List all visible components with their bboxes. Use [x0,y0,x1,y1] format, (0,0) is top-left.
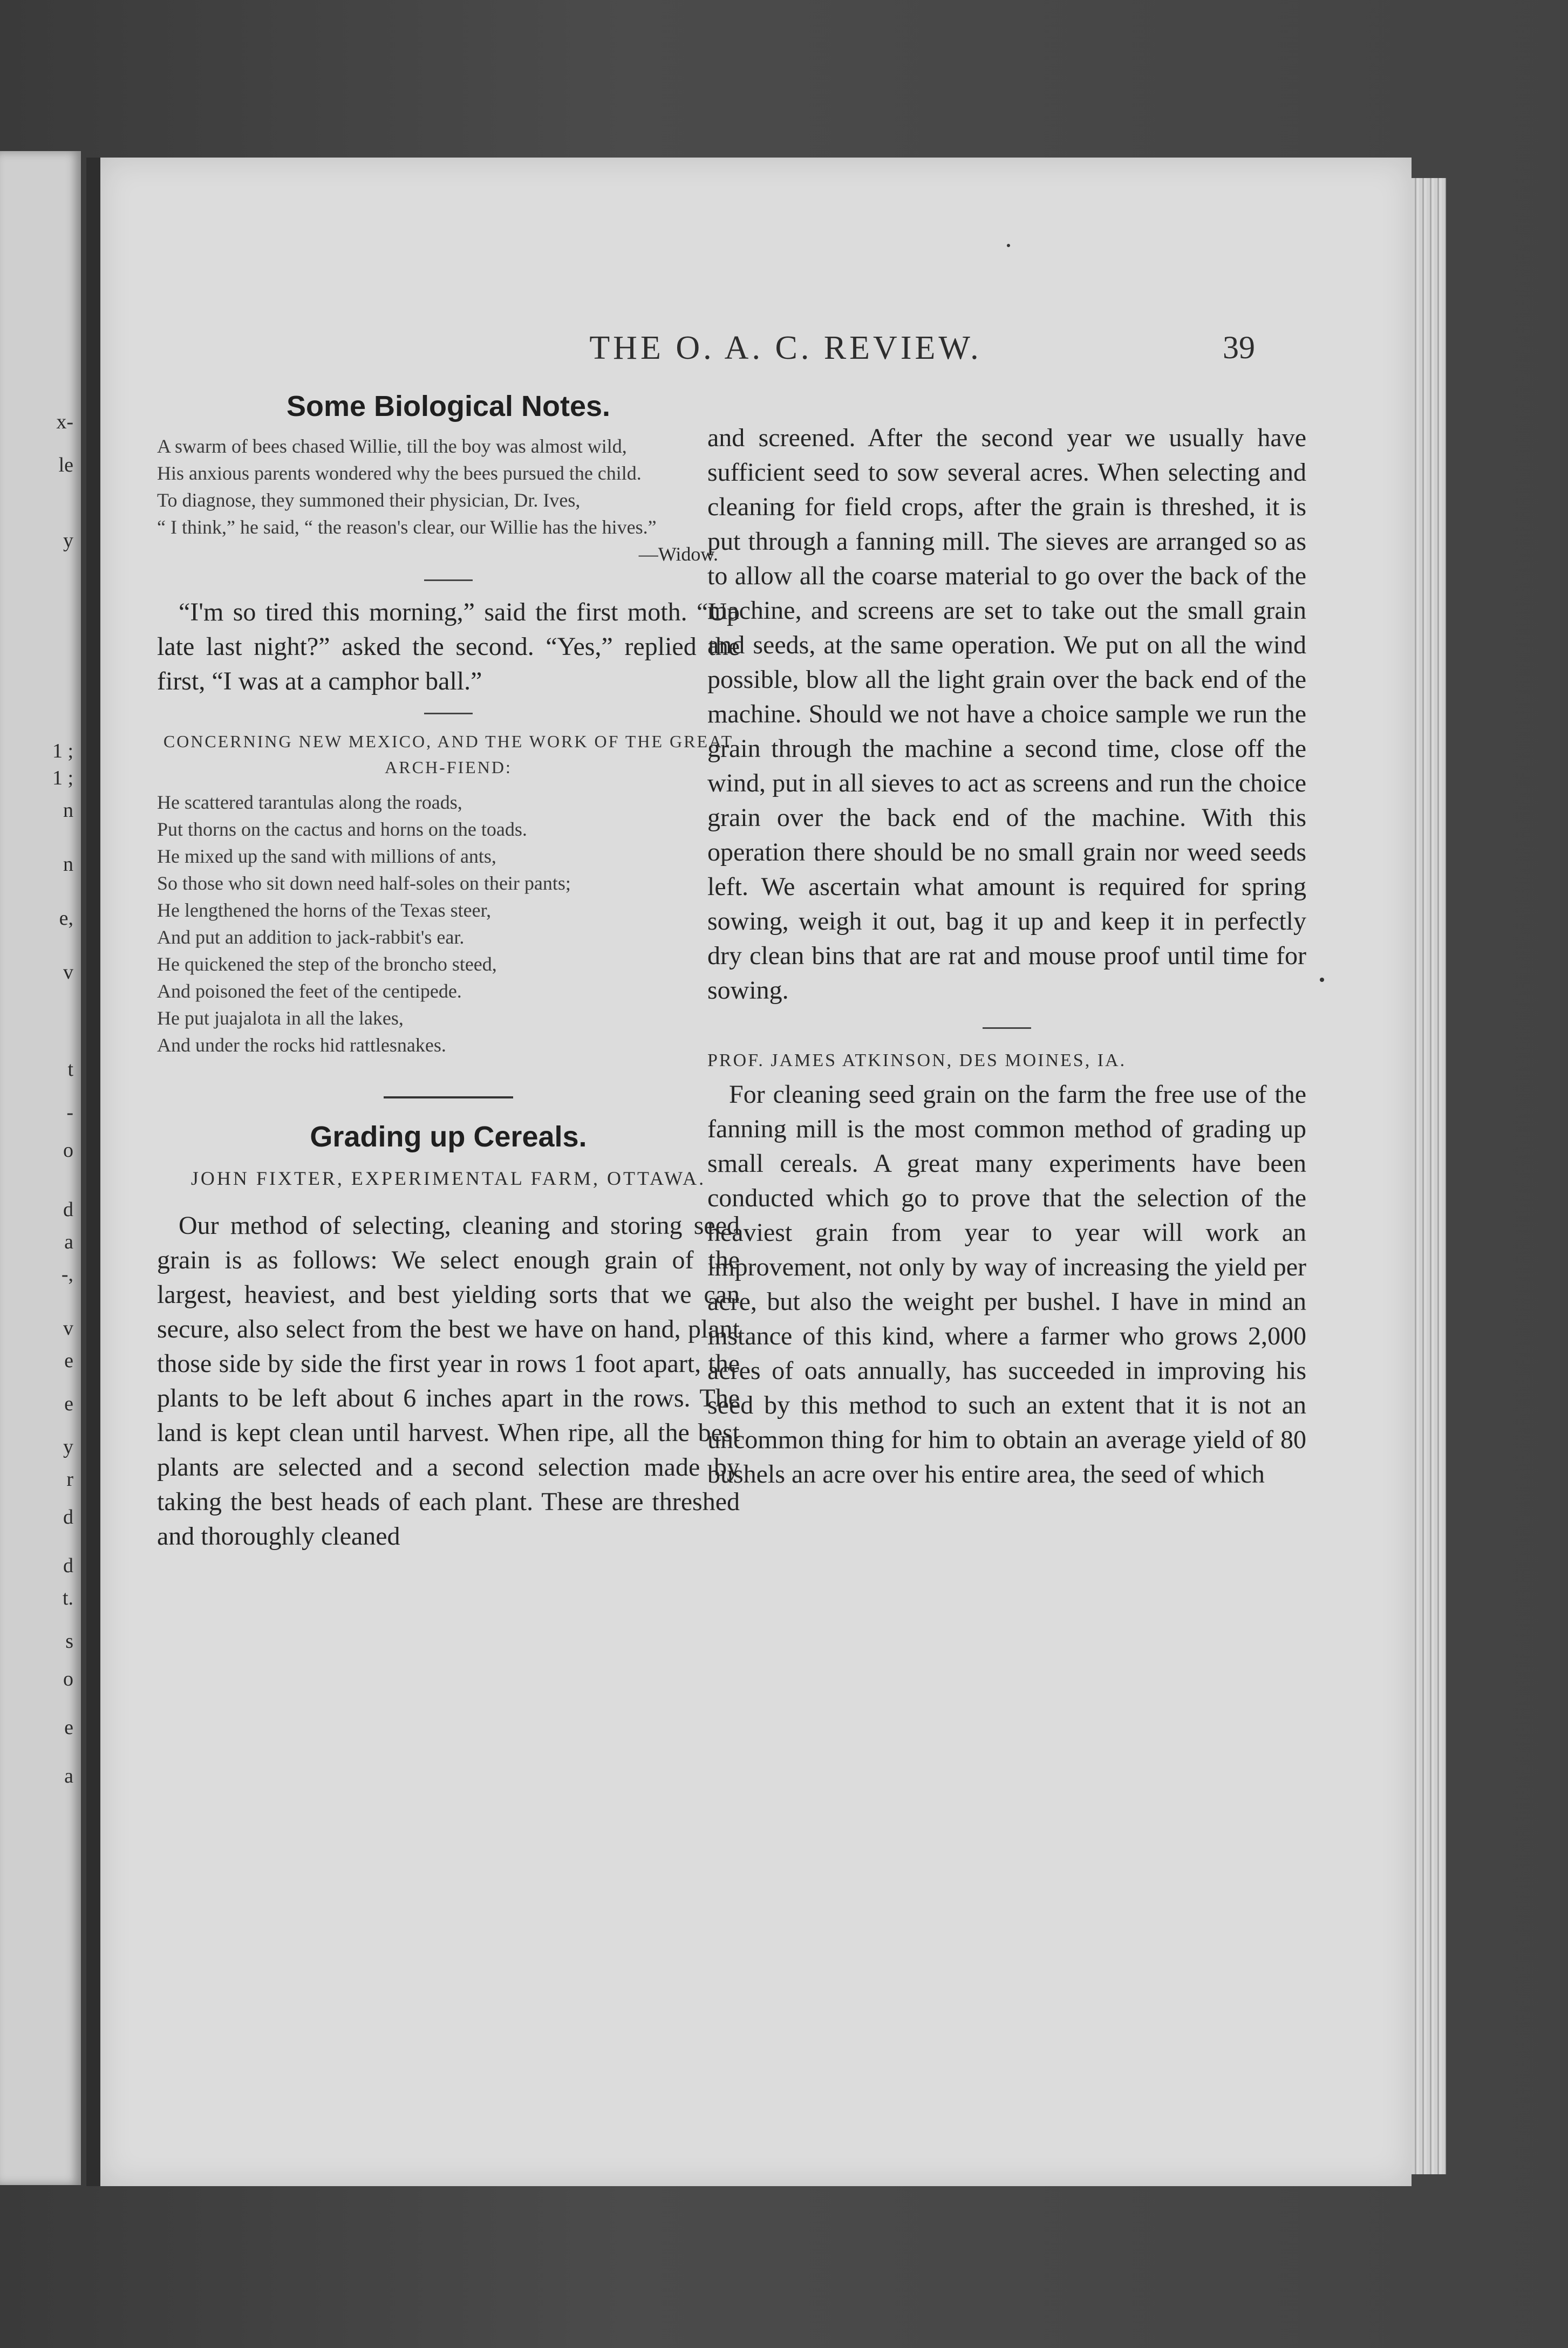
page-number: 39 [1223,330,1255,365]
previous-page-fragment: o [63,1139,73,1162]
running-title: THE O. A. C. REVIEW. [589,330,982,366]
previous-page-fragment: s [65,1630,73,1653]
previous-page-fragment: y [63,529,73,552]
section-title-grading-cereals: Grading up Cereals. [310,1121,587,1153]
new-mexico-poem [157,789,740,1059]
poem-line: So those who sit down need half-soles on their pants; [157,872,571,894]
speck-mark [1007,244,1010,247]
poem-line: And put an addition to jack-rabbit's ear. [157,926,465,948]
journal-page [86,158,1412,2186]
previous-page-fragment: 1 ; [52,740,73,762]
poem-line: A swarm of bees chased Willie, till the boy was almost wild, [157,435,627,457]
previous-page-fragment: e [64,1393,73,1415]
previous-page-fragment: d [63,1506,73,1528]
previous-page-fragment: 1 ; [52,767,73,789]
poem-line: He quickened the step of the broncho steed, [157,953,497,975]
article-paragraph: For cleaning seed grain on the farm the free use of the fanning mill is the most common method of grading up small cereals. A great many experiments have been conducted which go to prove that the selection of the heaviest grain from year to year will work an improvement, not only by way of increasing the yield per acre, but also the weight per bushel. I have in mind an instance of this kind, where a farmer who grows 2,000 acres of oats annually, has succeeded in improving his seed by this method to such an extent that it is not an uncommon thing for him to obtain an average yield of 80 bushels an acre over his entire area, the seed of which [707,1080,1306,1489]
speck-mark [1320,978,1324,982]
left-column [157,390,740,1554]
previous-page-fragment: o [63,1668,73,1690]
section-divider [384,1096,513,1098]
right-column [707,421,1306,1492]
previous-page-fragment: le [58,454,73,476]
previous-page-fragment: v [63,961,73,984]
poem-line: And under the rocks hid rattlesnakes. [157,1034,446,1056]
divider [424,713,473,714]
poem-line: “ I think,” he said, “ the reason's clear, our Willie has the hives.” [157,516,657,538]
previous-page-fragment: x- [56,411,73,433]
previous-page-fragment: y [63,1436,73,1458]
article-paragraph: Our method of selecting, cleaning and storing seed grain is as follows: We select enough grain of the largest, heaviest, and best yielding sorts that we can secure, also select from the best we have on hand, plant those side by side the first year in rows 1 foot apart, the plants to be left about 6 inches apart in the rows. The land is kept clean until harvest. When ripe, all the best plants are selected and a second selection made by taking the best heads of each plant. These are threshed and thoroughly cleaned [157,1211,740,1551]
moth-joke: “I'm so tired this morning,” said the first moth. “Up late last night?” asked the second. “Yes,” replied the first, “I was at a camphor ball.” [157,598,740,695]
poem-line: To diagnose, they summoned their physician, Dr. Ives, [157,489,581,511]
divider [983,1027,1031,1029]
poem-line: He mixed up the sand with millions of ants, [157,845,496,867]
previous-page-fragment: e, [59,907,73,930]
poem-line: He put juajalota in all the lakes, [157,1007,404,1029]
new-mexico-heading: CONCERNING NEW MEXICO, AND THE WORK OF THE GREAT ARCH-FIEND: [163,732,734,777]
section-title-biological-notes: Some Biological Notes. [286,390,611,422]
previous-page-fragment: d [63,1554,73,1577]
previous-page-fragment: a [64,1765,73,1787]
poem-line: His anxious parents wondered why the bees pursued the child. [157,462,642,484]
bees-poem [157,433,740,541]
previous-page-edge [0,151,81,2185]
previous-page-fragment: n [63,799,73,822]
article-continuation: and screened. After the second year we usually have sufficient seed to sow several acres. When selecting and cleaning for field crops, after the grain is threshed, it is put through a fanning mill. The sieves are arranged so as to allow all the coarse material to go over the back of the machine, and screens are set to take out the small grain and seeds, at the same operation. We put on all the wind possible, blow all the light grain over the back end of the machine. Should we not have a choice sample we run the grain through the machine a second time, close off the wind, put in all sieves to act as screens and run the choice grain over the back end of the machine. With this operation there should be no small grain nor weed seeds left. We ascertain what amount is required for spring sowing, weigh it out, bag it up and keep it in perfectly dry clean bins that are rat and mouse proof until time for sowing. [707,424,1306,1005]
previous-page-fragment: a [64,1231,73,1253]
previous-page-fragment: t [67,1058,73,1081]
previous-page-fragment: v [63,1317,73,1340]
divider [424,579,473,581]
poem-line: And poisoned the feet of the centipede. [157,980,462,1002]
poem-line: He lengthened the horns of the Texas steer, [157,899,492,921]
previous-page-fragment: e [64,1349,73,1372]
previous-page-fragment: - [66,1101,73,1124]
poem-line: He scattered tarantulas along the roads, [157,791,462,813]
article-byline: PROF. JAMES ATKINSON, DES MOINES, IA. [707,1050,1127,1070]
previous-page-fragment: r [66,1468,73,1491]
previous-page-fragment: t. [62,1587,73,1609]
poem-attribution: —Widow. [638,543,718,565]
previous-page-fragment: -, [61,1263,73,1286]
previous-page-fragment: n [63,853,73,876]
article-byline: JOHN FIXTER, EXPERIMENTAL FARM, OTTAWA. [190,1168,706,1189]
poem-line: Put thorns on the cactus and horns on the toads. [157,818,527,840]
previous-page-fragment: e [64,1716,73,1739]
previous-page-fragment: d [63,1198,73,1221]
